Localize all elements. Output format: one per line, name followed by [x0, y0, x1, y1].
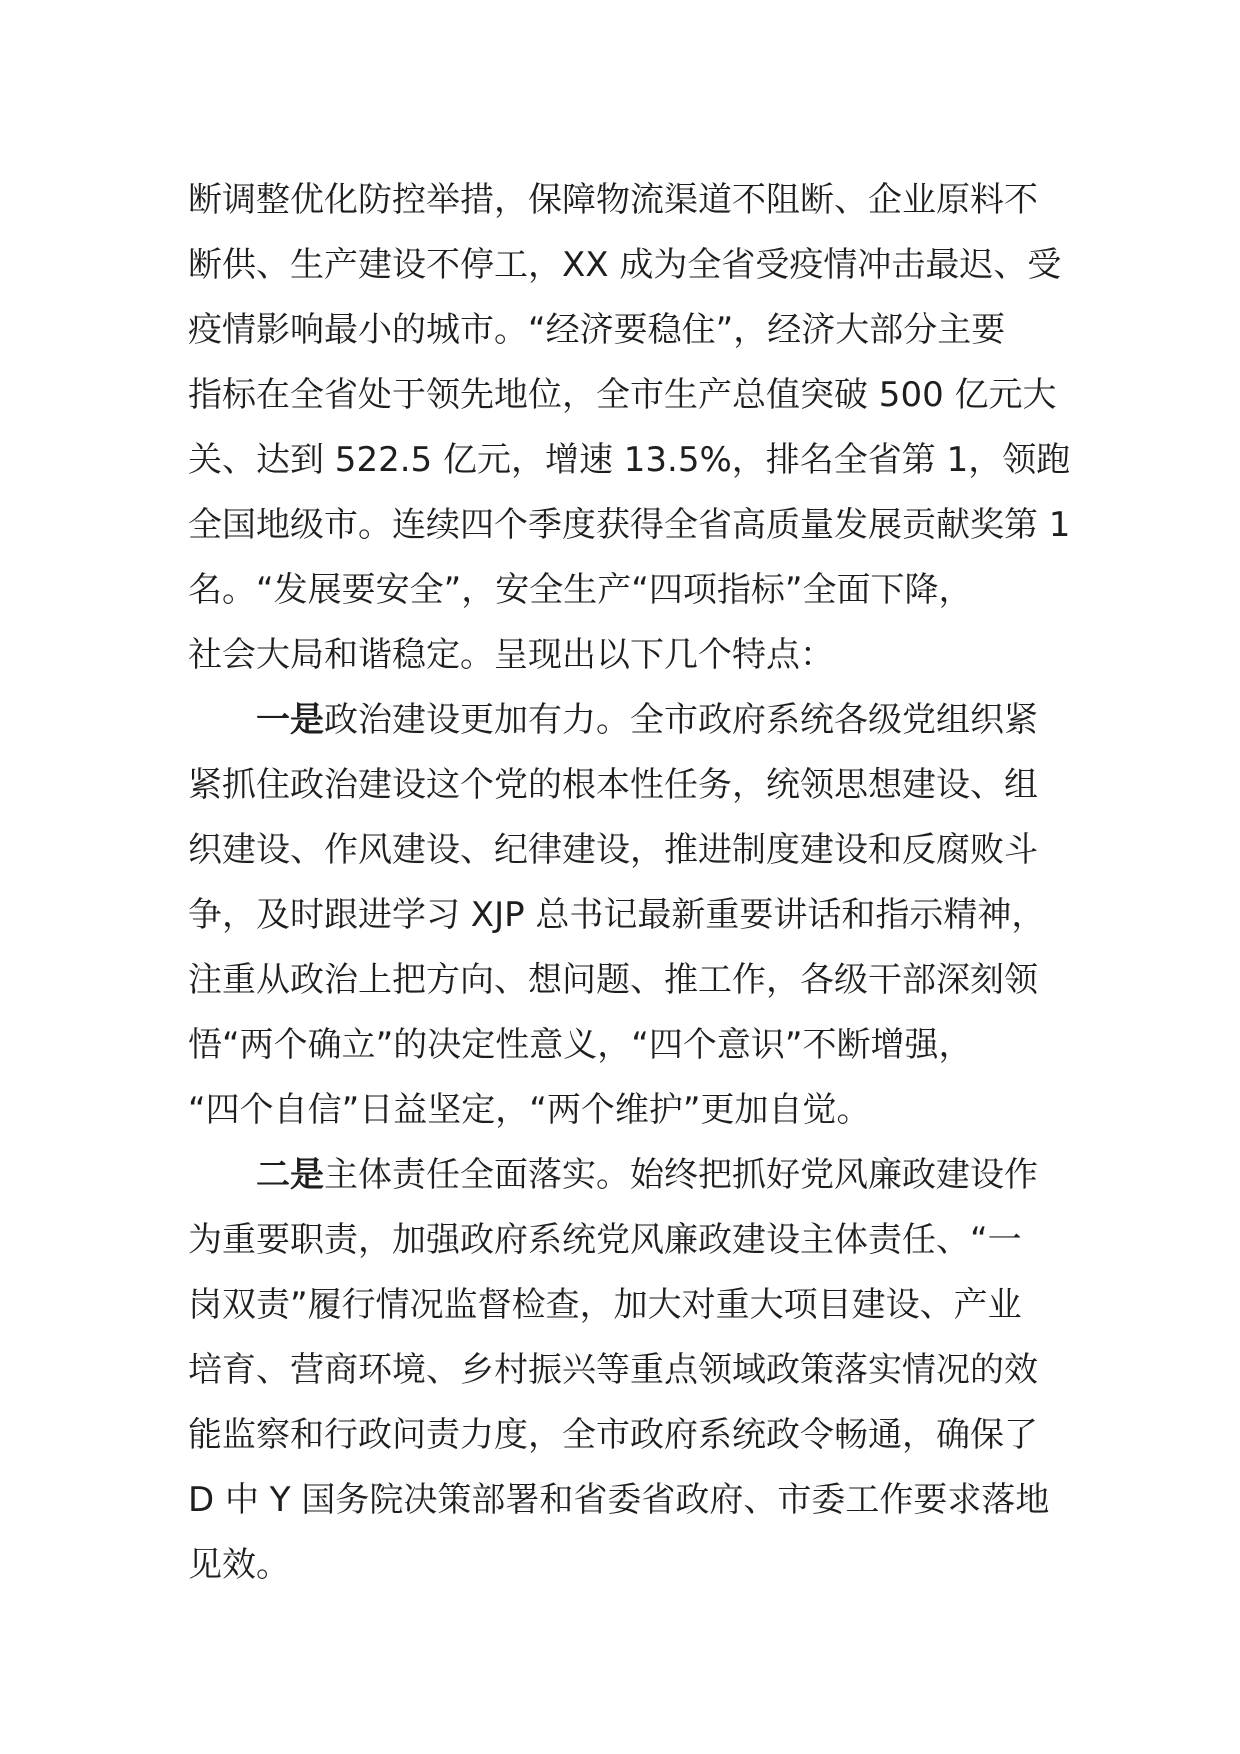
text-line: 见效。: [188, 1545, 290, 1585]
paragraph-political-building: [188, 688, 1058, 1143]
text-line: 关、达到 522.5 亿元，增速 13.5%，排名全省第 1，领跑: [188, 440, 1071, 480]
text-line: 名。“发展要安全”，安全生产“四项指标”全面下降，: [188, 570, 973, 610]
text-line: 岗双责”履行情况监督检查，加大对重大项目建设、产业: [188, 1285, 1022, 1325]
paragraph-intro: [188, 168, 1071, 688]
text-line: 悟“两个确立”的决定性意义，“四个意识”不断增强，: [188, 1025, 973, 1065]
text-line: 全国地级市。连续四个季度获得全省高质量发展贡献奖第 1: [188, 505, 1071, 545]
paragraph-lead-rest: 主体责任全面落实。始终把抓好党风廉政建设作: [324, 1155, 1038, 1195]
text-line: 社会大局和谐稳定。呈现出以下几个特点：: [188, 635, 834, 675]
paragraph-lead: 二是: [256, 1155, 324, 1195]
text-line: 争，及时跟进学习 XJP 总书记最新重要讲话和指示精神，: [188, 895, 1046, 935]
text-line: “四个自信”日益坚定，“两个维护”更加自觉。: [188, 1090, 871, 1130]
text-line: 培育、营商环境、乡村振兴等重点领域政策落实情况的效: [188, 1350, 1038, 1390]
text-line-first: [188, 1143, 1058, 1208]
text-line: 能监察和行政问责力度，全市政府系统政令畅通，确保了: [188, 1415, 1038, 1455]
paragraph-main-responsibility: [188, 1143, 1058, 1598]
text-line: 紧抓住政治建设这个党的根本性任务，统领思想建设、组: [188, 765, 1038, 805]
text-line-first: [188, 688, 1058, 753]
paragraph-lead-rest: 政治建设更加有力。全市政府系统各级党组织紧: [324, 700, 1038, 740]
text-line: D 中 Y 国务院决策部署和省委省政府、市委工作要求落地: [188, 1480, 1050, 1520]
document-body: [188, 168, 1071, 1598]
text-line: 织建设、作风建设、纪律建设，推进制度建设和反腐败斗: [188, 830, 1038, 870]
text-line: 断调整优化防控举措，保障物流渠道不阻断、企业原料不: [188, 180, 1038, 220]
text-line: 疫情影响最小的城市。“经济要稳住”，经济大部分主要: [188, 310, 1006, 350]
text-line: 指标在全省处于领先地位，全市生产总值突破 500 亿元大: [188, 375, 1057, 415]
text-line: 断供、生产建设不停工，XX 成为全省受疫情冲击最迟、受: [188, 245, 1062, 285]
text-line: 注重从政治上把方向、想问题、推工作，各级干部深刻领: [188, 960, 1038, 1000]
text-line: 为重要职责，加强政府系统党风廉政建设主体责任、“一: [188, 1220, 1022, 1260]
paragraph-lead: 一是: [256, 700, 324, 740]
